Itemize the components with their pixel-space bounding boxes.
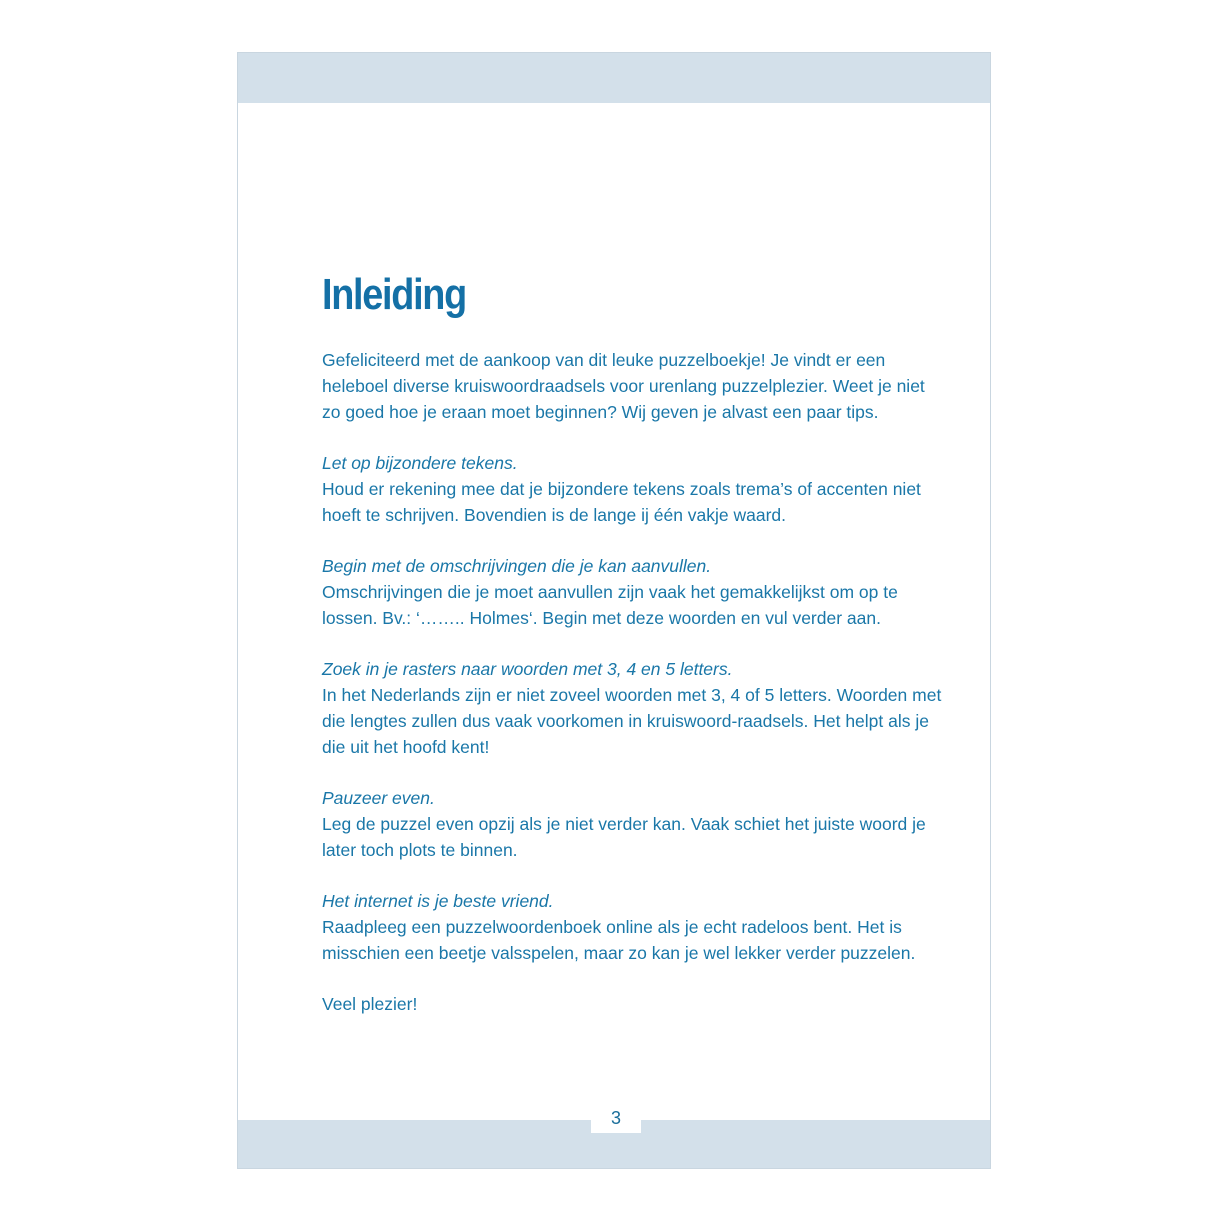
tip-text: Houd er rekening mee dat je bijzondere tekens zoals trema’s of accenten niet hoeft te schrijven. Bovendien is de lange ij één vakje waard.	[322, 479, 921, 525]
tip-heading: Zoek in je rasters naar woorden met 3, 4 en 5 letters.	[322, 659, 733, 679]
tip-heading: Let op bijzondere tekens.	[322, 453, 518, 473]
tip-text: Omschrijvingen die je moet aanvullen zijn vaak het gemakkelijkst om op te lossen. Bv.: ‘…….. Holmes‘. Begin met deze woorden en vul verder aan.	[322, 582, 898, 628]
tip-text: In het Nederlands zijn er niet zoveel woorden met 3, 4 of 5 letters. Woorden met die lengtes zullen dus vaak voorkomen in kruiswoord-raadsels. Het helpt als je die uit het hoofd kent!	[322, 685, 942, 757]
tip-3	[322, 656, 942, 760]
page-number: 3	[591, 1103, 641, 1133]
tip-heading: Begin met de omschrijvingen die je kan aanvullen.	[322, 556, 712, 576]
tip-4	[322, 785, 942, 863]
tip-heading: Het internet is je beste vriend.	[322, 891, 554, 911]
tip-text: Leg de puzzel even opzij als je niet verder kan. Vaak schiet het juiste woord je later toch plots te binnen.	[322, 814, 926, 860]
closing-line: Veel plezier!	[322, 994, 418, 1014]
intro-paragraph: Gefeliciteerd met de aankoop van dit leuke puzzelboekje! Je vindt er een heleboel diverse kruiswoordraadsels voor urenlang puzzelplezier. Weet je niet zo goed hoe je eraan moet beginnen? Wij geven je alvast een paar tips.	[322, 350, 925, 422]
header-band	[238, 53, 990, 103]
book-page	[237, 52, 991, 1169]
tip-2	[322, 553, 942, 631]
tip-text: Raadpleeg een puzzelwoordenboek online als je echt radeloos bent. Het is misschien een beetje valsspelen, maar zo kan je wel lekker verder puzzelen.	[322, 917, 916, 963]
tip-heading: Pauzeer even.	[322, 788, 435, 808]
tip-1	[322, 450, 942, 528]
page-title: Inleiding	[322, 270, 466, 319]
tip-5	[322, 888, 942, 966]
page-content	[322, 271, 942, 1042]
